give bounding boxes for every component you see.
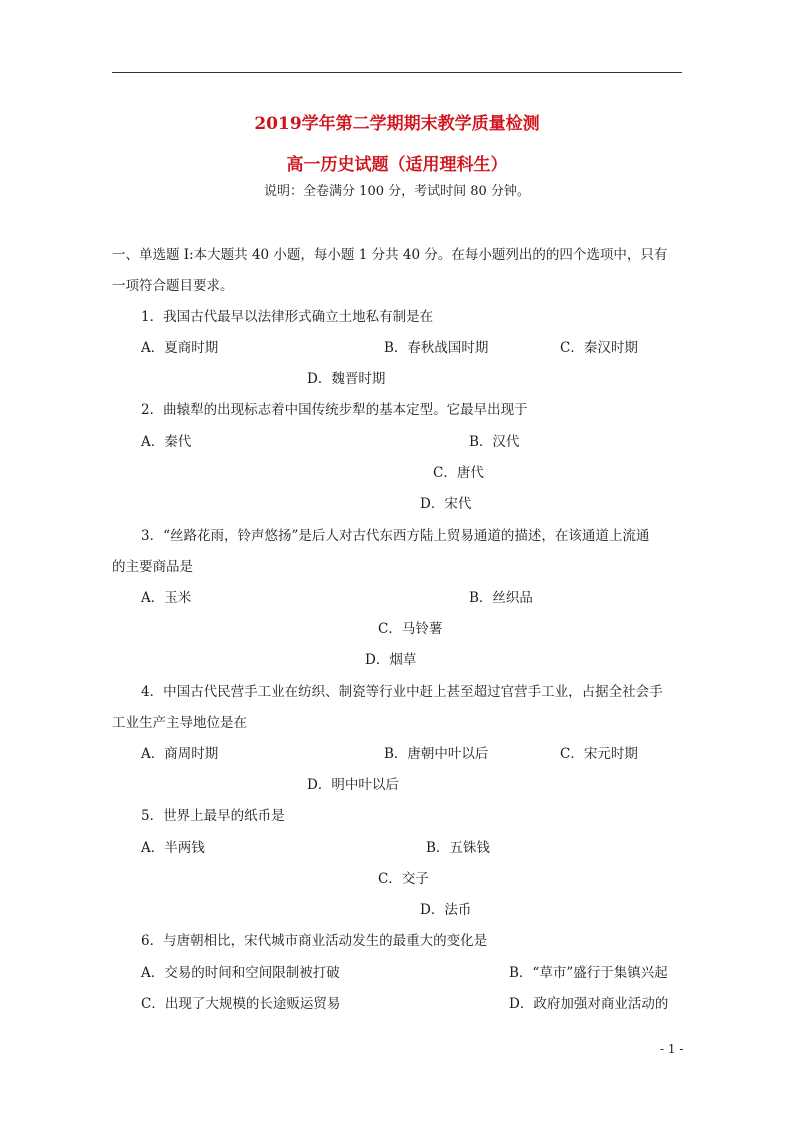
question-stem: 1．我国古代最早以法律形式确立土地私有制是在 xyxy=(141,309,434,325)
exam-instructions: 说明：全卷满分 100 分，考试时间 80 分钟。 xyxy=(264,184,530,199)
option-d: D．法币 xyxy=(420,902,472,918)
option-c: C．宋元时期 xyxy=(560,746,638,762)
question-stem-cont: 工业生产主导地位是在 xyxy=(112,715,247,731)
option-a: A．交易的时间和空间限制被打破 xyxy=(141,965,340,981)
question-stem: 5．世界上最早的纸币是 xyxy=(141,808,285,824)
section-heading: 一、单选题 I:本大题共 40 小题，每小题 1 分共 40 分。在每小题列出的的四个选项中，只有 xyxy=(112,247,668,263)
option-a: A．玉米 xyxy=(141,590,192,606)
option-a: A．夏商时期 xyxy=(141,340,219,356)
exam-title: 2019学年第二学期期末教学质量检测 xyxy=(254,114,540,134)
option-b: B．“草市”盛行于集镇兴起 xyxy=(509,965,668,981)
option-a: A．商周时期 xyxy=(141,746,219,762)
option-d: D．明中叶以后 xyxy=(307,777,399,793)
option-a: A．半两钱 xyxy=(141,840,205,856)
section-heading-cont: 一项符合题目要求。 xyxy=(112,278,234,294)
option-c: C．交子 xyxy=(378,871,429,887)
question-stem: 4．中国古代民营手工业在纺织、制瓷等行业中赶上甚至超过官营手工业，占据全社会手 xyxy=(141,684,663,700)
option-c: C．秦汉时期 xyxy=(560,340,638,356)
option-d: D．政府加强对商业活动的 xyxy=(509,996,669,1012)
option-b: B．唐朝中叶以后 xyxy=(384,746,489,762)
option-d: D．宋代 xyxy=(420,496,472,512)
option-a: A．秦代 xyxy=(141,434,192,450)
option-b: B．春秋战国时期 xyxy=(384,340,489,356)
option-b: B．汉代 xyxy=(469,434,520,450)
question-stem: 2．曲辕犁的出现标志着中国传统步犁的基本定型。它最早出现于 xyxy=(141,402,528,418)
option-d: D．烟草 xyxy=(365,652,417,668)
top-rule xyxy=(112,72,682,73)
question-stem: 3．“丝路花雨，铃声悠扬”是后人对古代东西方陆上贸易通道的描述，在该通道上流通 xyxy=(141,528,650,544)
option-b: B．丝织品 xyxy=(469,590,533,606)
option-d: D．魏晋时期 xyxy=(307,371,386,387)
option-c: C．马铃薯 xyxy=(378,621,443,637)
page-number: - 1 - xyxy=(660,1042,684,1056)
question-stem: 6．与唐朝相比，宋代城市商业活动发生的最重大的变化是 xyxy=(141,933,488,949)
exam-subtitle: 高一历史试题（适用理科生） xyxy=(286,155,508,175)
option-c: C．出现了大规模的长途贩运贸易 xyxy=(141,996,341,1012)
option-c: C．唐代 xyxy=(433,465,484,481)
question-stem-cont: 的主要商品是 xyxy=(112,559,193,575)
option-b: B．五铢钱 xyxy=(426,840,490,856)
